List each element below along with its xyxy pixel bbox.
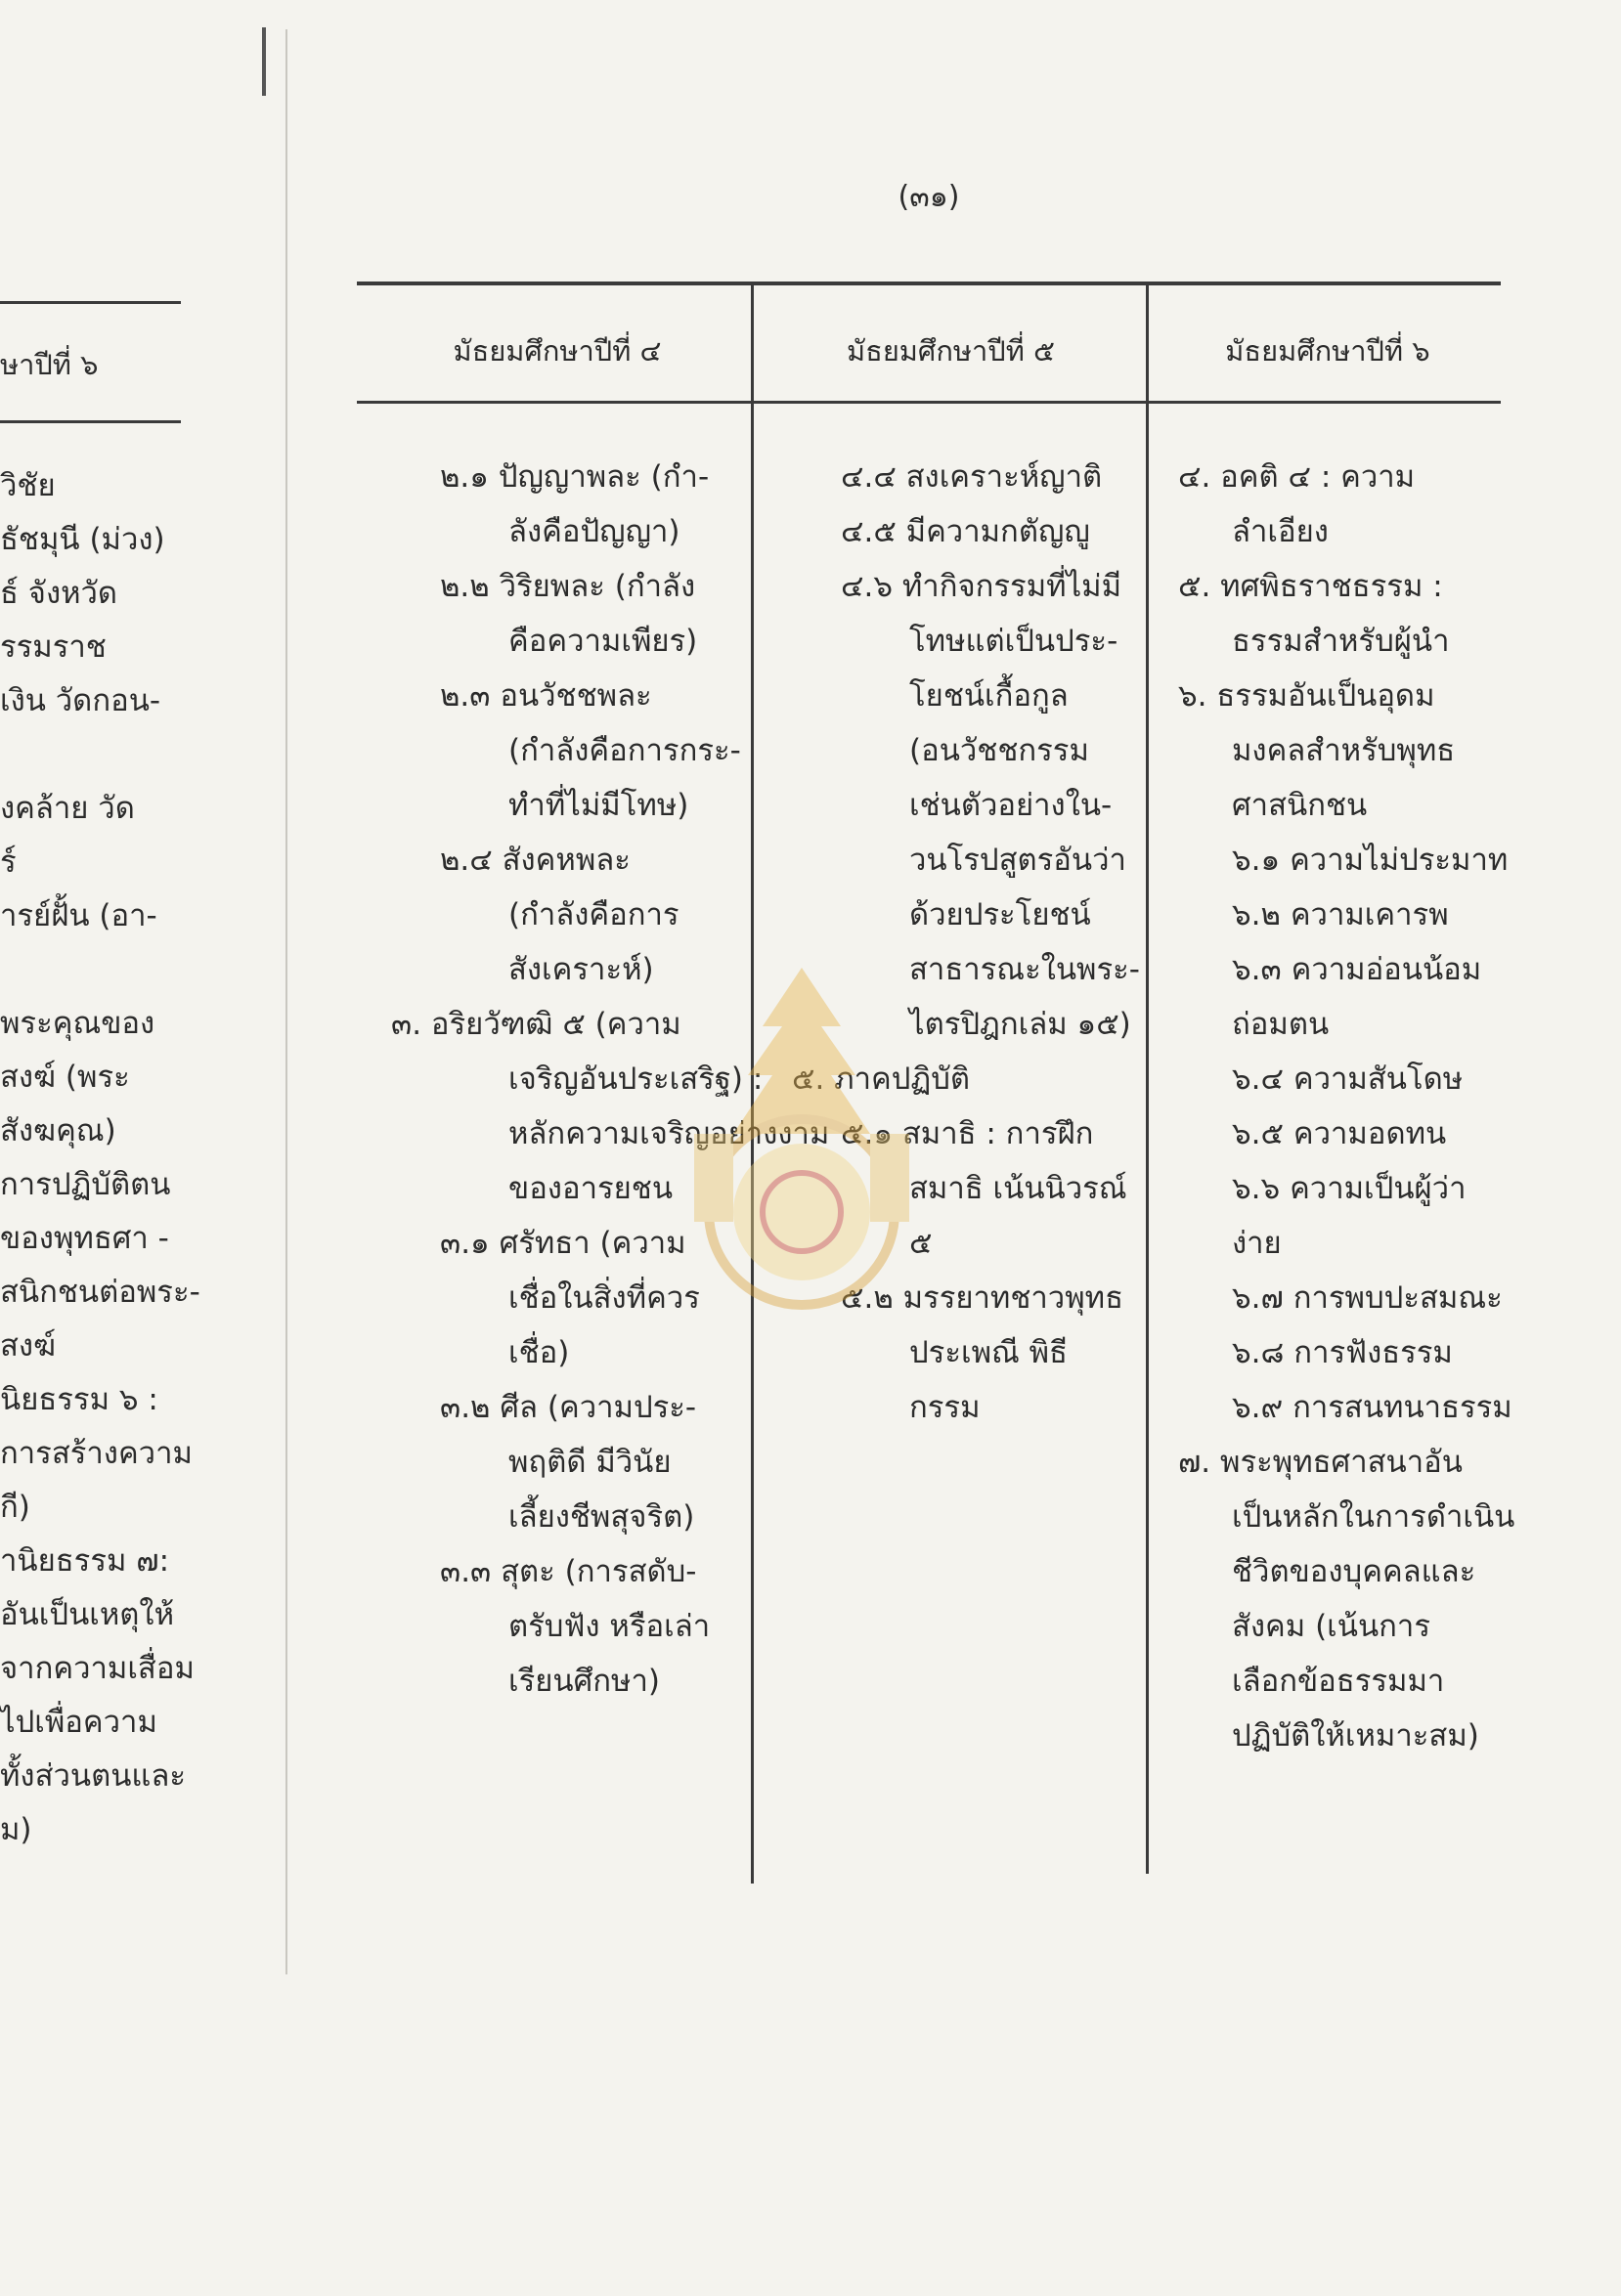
col4-line: ทำที่ไม่มีโทษ) — [508, 788, 689, 823]
col5-line: ไตรปิฎกเล่ม ๑๕) — [909, 1007, 1131, 1042]
col6-line: ๖.๙ การสนทนาธรรม — [1232, 1390, 1512, 1425]
col4-line: ๒.๓ อนวัชชพละ — [440, 678, 652, 714]
left-column-line: ธ์ จังหวัด — [0, 576, 118, 611]
col6-line: ลำเอียง — [1232, 514, 1329, 549]
col5-line: กรรม — [909, 1390, 981, 1425]
col4-line: ๒.๒ วิริยพละ (กำลัง — [440, 569, 696, 604]
col6-line: ธรรมสำหรับผู้นำ — [1232, 624, 1450, 659]
col4-line: ๒.๔ สังคหพละ — [440, 843, 631, 878]
left-column-line: พระคุณของ — [0, 1006, 155, 1041]
col4-line: ของอารยชน — [508, 1171, 674, 1206]
col5-line: โยชน์เกื้อกูล — [909, 678, 1069, 714]
page-number: (๓๑) — [898, 180, 960, 214]
left-column-line: นิยธรรม ๖ : — [0, 1382, 158, 1417]
col6-line: ๖.๔ ความสันโดษ — [1232, 1061, 1464, 1097]
col6-line: ๖. ธรรมอันเป็นอุดม — [1178, 678, 1435, 714]
header-grade-6: มัธยมศึกษาปีที่ ๖ — [1225, 334, 1430, 368]
left-header-rule-top — [0, 301, 181, 304]
left-column-line: ร์ — [0, 845, 17, 880]
col5-line: ๕.๑ สมาธิ : การฝึก — [841, 1116, 1094, 1151]
left-column-line: จากความเสื่อม — [0, 1651, 195, 1686]
col4-line: ๒.๑ ปัญญาพละ (กำ- — [440, 459, 710, 495]
left-column-line: รรมราช — [0, 629, 107, 665]
left-column-line: อันเป็นเหตุให้ — [0, 1597, 175, 1632]
col6-line: ง่าย — [1232, 1226, 1282, 1261]
left-column-line — [0, 728, 210, 782]
col6-line: เลือกข้อธรรมมา — [1232, 1664, 1445, 1699]
table-top-rule — [357, 282, 1501, 285]
header-grade-5: มัธยมศึกษาปีที่ ๕ — [847, 334, 1055, 368]
col6-line: มงคลสำหรับพุทธ — [1232, 733, 1456, 768]
left-column-line: สงฆ์ — [0, 1328, 57, 1364]
page-fold-line — [285, 29, 287, 1974]
col4-line: ๓.๓ สุตะ (การสดับ- — [440, 1554, 697, 1589]
watermark-seal-icon — [675, 958, 929, 1329]
col4-line: เลี้ยงชีพสุจริต) — [508, 1499, 695, 1535]
left-column-line: การสร้างความ — [0, 1436, 193, 1471]
col4-line: ลังคือปัญญา) — [508, 514, 680, 549]
col4-line: เรียนศึกษา) — [508, 1664, 660, 1699]
fold-mark — [262, 27, 266, 96]
col5-line: ๕.๒ มรรยาทชาวพุทธ — [841, 1280, 1123, 1316]
column-divider-2 — [1146, 285, 1149, 1874]
col6-line: ๖.๓ ความอ่อนน้อม — [1232, 952, 1482, 987]
col6-line: ถ่อมตน — [1232, 1007, 1330, 1042]
left-column-line: านิยธรรม ๗: — [0, 1543, 170, 1579]
col6-line: ๔. อคติ ๔ : ความ — [1178, 459, 1416, 495]
col4-line: พฤติดี มีวินัย — [508, 1445, 672, 1480]
col4-line: เชื่อในสิ่งที่ควร — [508, 1280, 700, 1316]
col6-line: ๖.๖ ความเป็นผู้ว่า — [1232, 1171, 1467, 1206]
col4-line: (กำลังคือการ — [508, 897, 679, 932]
table-header-rule — [357, 401, 1501, 404]
col4-line: เจริญอันประเสริฐ) : — [508, 1061, 764, 1097]
left-column-line: งคล้าย วัด — [0, 791, 135, 826]
col5-line: สาธารณะในพระ- — [909, 952, 1140, 987]
left-column-line: ม) — [0, 1812, 32, 1847]
left-column-line: สนิกชนต่อพระ- — [0, 1275, 200, 1310]
col5-line: ๕ — [909, 1226, 933, 1261]
col6-line: ๖.๕ ความอดทน — [1232, 1116, 1447, 1151]
col5-line: วนโรปสูตรอันว่า — [909, 843, 1126, 878]
col4-line: ๓.๒ ศีล (ความประ- — [440, 1390, 697, 1425]
left-column-line: สงฆ์ (พระ — [0, 1060, 130, 1095]
col5-line: ๔.๕ มีความกตัญญู — [841, 514, 1090, 549]
col4-line: ตรับฟัง หรือเล่า — [508, 1609, 711, 1644]
left-column-header: ษาปีที่ ๖ — [0, 348, 99, 381]
col4-line: ๓. อริยวัฑฒิ ๕ (ความ — [391, 1007, 681, 1042]
left-column-line — [0, 943, 210, 997]
col5-line: สมาธิ เน้นนิวรณ์ — [909, 1171, 1127, 1206]
left-column-line: ไปเพื่อความ — [0, 1705, 157, 1740]
left-column-line: สังฆคุณ) — [0, 1113, 116, 1148]
col5-line: ด้วยประโยชน์ — [909, 897, 1091, 932]
left-column-line: การปฏิบัติตน — [0, 1167, 171, 1202]
col6-line: ๖.๑ ความไม่ประมาท — [1232, 843, 1509, 878]
col4-line: (กำลังคือการกระ- — [508, 733, 741, 768]
col4-line: เชื่อ) — [508, 1335, 570, 1370]
left-column-line: ธัชมุนี (ม่วง) — [0, 522, 165, 557]
col4-line: หลักความเจริญอย่างงาม — [508, 1116, 830, 1151]
left-column-line: ทั้งส่วนตนและ — [0, 1758, 187, 1794]
col6-line: สังคม (เน้นการ — [1232, 1609, 1430, 1644]
col4-line: คือความเพียร) — [508, 624, 698, 659]
col6-line: ๖.๘ การฟังธรรม — [1232, 1335, 1453, 1370]
col6-line: เป็นหลักในการดำเนิน — [1232, 1499, 1515, 1535]
column-grade-6 — [1178, 450, 1515, 1763]
col5-line: ๕. ภาคปฏิบัติ — [792, 1061, 971, 1097]
col6-line: ชีวิตของบุคคลและ — [1232, 1554, 1476, 1589]
col4-line: ๓.๑ ศรัทธา (ความ — [440, 1226, 686, 1261]
col4-line: สังเคราะห์) — [508, 952, 654, 987]
col6-line: ๖.๗ การพบปะสมณะ — [1232, 1280, 1503, 1316]
header-grade-4: มัธยมศึกษาปีที่ ๔ — [453, 334, 662, 368]
left-column-line: วิชัย — [0, 468, 56, 503]
left-column-line: เงิน วัดกอน- — [0, 683, 161, 718]
left-column-line: กี) — [0, 1490, 30, 1525]
left-header-rule-bottom — [0, 420, 181, 423]
left-column-line: ารย์ฝั้น (อา- — [0, 898, 157, 933]
left-column-text — [0, 459, 210, 1857]
col5-line: (อนวัชชกรรม — [909, 733, 1089, 768]
col6-line: ปฏิบัติให้เหมาะสม) — [1232, 1718, 1479, 1754]
col6-line: ศาสนิกชน — [1232, 788, 1368, 823]
col5-line: ๔.๖ ทำกิจกรรมที่ไม่มี — [841, 569, 1122, 604]
left-column-line: ของพุทธศา - — [0, 1221, 169, 1256]
col6-line: ๗. พระพุทธศาสนาอัน — [1178, 1445, 1463, 1480]
col5-line: เช่นตัวอย่างใน- — [909, 788, 1113, 823]
col5-line: ๔.๔ สงเคราะห์ญาติ — [841, 459, 1103, 495]
col6-line: ๖.๒ ความเคารพ — [1232, 897, 1449, 932]
col5-line: โทษแต่เป็นประ- — [909, 624, 1118, 659]
col5-line: ประเพณี พิธี — [909, 1335, 1068, 1370]
col6-line: ๕. ทศพิธราชธรรม : — [1178, 569, 1443, 604]
